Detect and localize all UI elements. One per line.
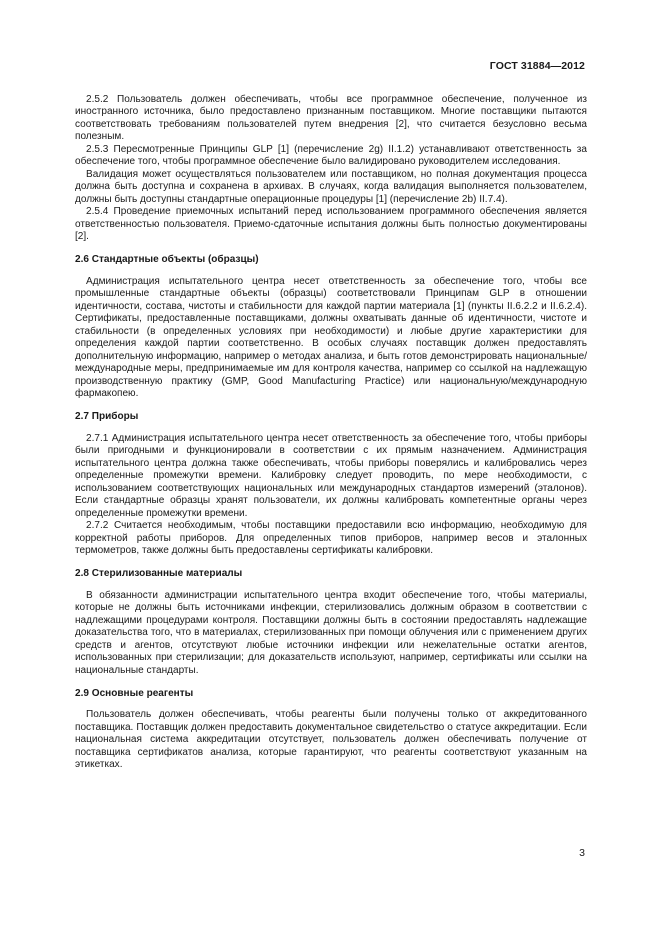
paragraph-validation: Валидация может осуществляться пользователем или поставщиком, но полная документация процесса должна быть доступна и сохранена в архивах. В случаях, когда валидация выполняется пользователем, должны быть доступны стандартные операционные процедуры [1] (перечисление 2b) II.7.4). [75,168,587,205]
section-heading-2-8: 2.8 Стерилизованные материалы [75,568,243,580]
document-standard-id: ГОСТ 31884—2012 [489,60,585,72]
page-number: 3 [579,847,585,859]
paragraph-2-9: Пользователь должен обеспечивать, чтобы реагенты были получены только от аккредитованного поставщика. Поставщик должен предоставить документальное свидетельство о статусе аккредитации. Если национальная система аккредитации отсутствует, пользователь должен обеспечивать получение от поставщика сертификатов анализа, которые гарантируют, что реагенты соответствуют указанным на этикетках. [75,709,587,771]
paragraph-2-5-2: 2.5.2 Пользователь должен обеспечивать, чтобы все программное обеспечение, полученное из иностранного источника, было предоставлено признанным поставщиком. Многие поставщики пытаются соответствовать требованиям пользователей путем внедрения [2], что считается безусловно весьма полезным. [75,94,587,143]
section-heading-2-7: 2.7 Приборы [75,411,139,423]
paragraph-2-7-2: 2.7.2 Считается необходимым, чтобы поставщики предоставили всю информацию, необходимую для корректной работы приборов. Для определенных типов приборов, например весов и эталонных термометров, также должны быть предоставлены сертификаты калибровки. [75,520,587,556]
section-heading-2-6: 2.6 Стандартные объекты (образцы) [75,254,259,266]
document-body [75,94,587,772]
paragraph-2-5-3: 2.5.3 Пересмотренные Принципы GLP [1] (перечисление 2g) II.1.2) устанавливают ответственность за обеспечение того, чтобы программное обеспечение было валидировано руководителем исследования. [75,143,587,168]
paragraph-2-6: Администрация испытательного центра несет ответственность за обеспечение того, чтобы все промышленные стандартные объекты (образцы) соответствовали Принципам GLP в отношении идентичности, состава, чистоты и стабильности для каждой партии материала [1] (пункты II.6.2.2 и II.6.2.4). Сертификаты, предоставленные поставщиками, должны охватывать данные об идентичности, чистоте и стабильности (в определенных условиях при необходимости) и любые другие характеристики для определения каждой партии соответственно. В особых случаях поставщик должен предоставлять дополнительную информацию, например о методах анализа, и быть готов демонстрировать национальные/международные меры, предпринимаемые им для контроля качества, например со ссылкой на надлежащую производственную практику (GMP, Good Manufacturing Practice) или национальную/международную фармакопею. [75,275,587,399]
paragraph-2-7-1: 2.7.1 Администрация испытательного центра несет ответственность за обеспечение того, чтобы приборы были пригодными и функционировали в соответствии с их прямым назначением. Администрация испытательного центра должна также обеспечивать, чтобы приборы поверялись и калибровались через определенные промежутки времени. Калибровку следует проводить, по мере необходимости, с использованием соответствующих национальных или международных стандартов измерений (эталонов). Если стандартные образцы хранят пользователи, их должны калибровать компетентные органы через определенные промежутки времени. [75,432,587,519]
paragraph-2-8: В обязанности администрации испытательного центра входит обеспечение того, чтобы материалы, которые не должны быть источниками инфекции, стерилизовались должным образом в соответствии с надлежащими процедурами контроля. Поставщики должны быть в состоянии предоставлять надлежащие доказательства того, что в материалах, стерилизованных при помощи облучения или с применением других средств и агентов, отсутствуют любые источники инфекции или нежелательные остатки агентов, использованных при стерилизации; для доказательств используют, например, сертификаты или ссылки на национальные стандарты. [75,589,587,676]
section-heading-2-9: 2.9 Основные реагенты [75,688,194,700]
paragraph-2-5-4: 2.5.4 Проведение приемочных испытаний перед использованием программного обеспечения является ответственностью пользователя. Приемо-сдаточные испытания должны быть полностью документированы [2]. [75,206,587,242]
